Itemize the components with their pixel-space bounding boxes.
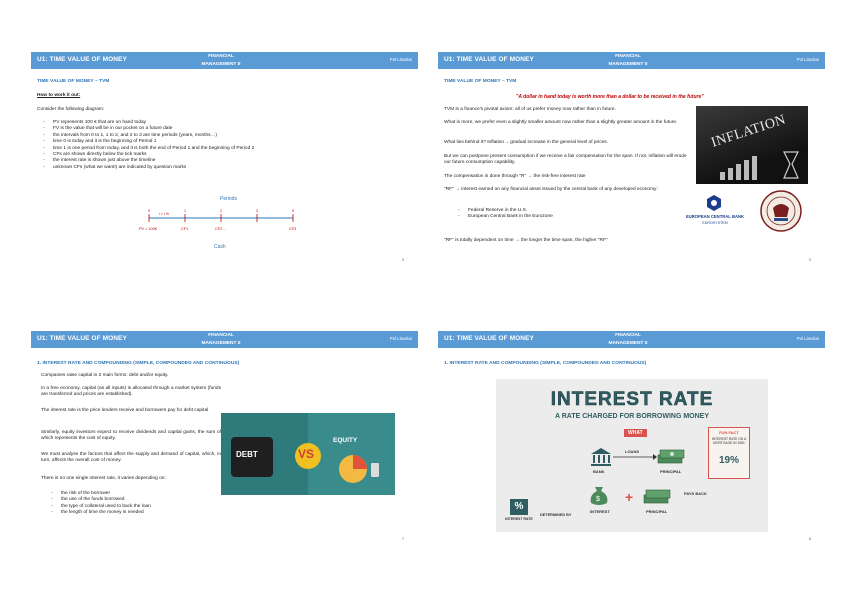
pie-chart-icon: [333, 449, 383, 489]
list-item: - the use of the funds borrowed: [51, 497, 231, 503]
paragraph: The compensation is done through "R" → the risk-free interest rate: [444, 174, 586, 179]
intro-text: Consider the following diagram:: [37, 107, 105, 112]
header-title: U1: TIME VALUE OF MONEY: [37, 335, 127, 342]
paragraph: What is more, we prefer even a slightly smaller amount now rather than a slightly greater amount in the future.: [444, 120, 678, 125]
fun-fact-title: FUN FACT: [719, 430, 739, 435]
quote-text: "A dollar in hand today is worth more than a dollar to be received in the future": [516, 94, 704, 100]
page-number: 5: [401, 258, 404, 262]
fun-fact-text: INTEREST RATE ON A MORTGAGE IN 1981: [711, 437, 747, 445]
bank-icon: [590, 447, 612, 467]
header-course: FINANCIAL MANAGEMENT II: [201, 333, 241, 346]
ecb-name: EUROPEAN CENTRAL BANK: [685, 214, 745, 219]
pays-back-label: PAYS BACK: [684, 491, 707, 496]
cf2-label: CF2 ...: [215, 227, 227, 231]
slide-1: [31, 52, 418, 274]
cf3-label: CF3: [289, 227, 297, 231]
list-item: - the length of time the money is needed: [51, 510, 231, 516]
list-item: - Federal Reserve in the U.S.: [458, 208, 658, 214]
what-badge: WHAT: [624, 429, 647, 437]
loans-label: LOANS: [625, 449, 639, 454]
slide-3: [31, 331, 418, 553]
arrow-icon: [613, 454, 657, 460]
fun-fact-value: 19%: [718, 455, 739, 466]
list-item: - FV is the value that will be in our pocket on a future date: [43, 126, 383, 132]
interest-rate-label: INTEREST RATE: [505, 517, 533, 521]
header-author: Pol Lisedus: [389, 336, 412, 341]
cash-label: Cash: [214, 244, 226, 250]
inflation-word: INFLATION: [709, 112, 788, 151]
section-title: 1. INTEREST RATE AND COMPOUNDING (SIMPLE, COMPOUNDED AND CONTINUOUS): [37, 361, 240, 366]
interest-label: INTEREST: [590, 509, 610, 514]
page-number: 3: [808, 258, 811, 262]
slide-header: [31, 331, 418, 348]
fun-fact-card: [708, 427, 750, 479]
header-title: U1: TIME VALUE OF MONEY: [444, 335, 534, 342]
paragraph: There is no one single interest rate, it varies depending on:: [41, 476, 166, 481]
section-title: 1. INTEREST RATE AND COMPOUNDING (SIMPLE, COMPOUNDED AND CONTINUOUS): [444, 361, 647, 366]
infographic-title: INTEREST RATE: [550, 389, 714, 410]
money-bag-icon: [588, 483, 610, 507]
bullet-list: [51, 491, 231, 517]
paragraph: "RF" is totally dependent on time → the longer the time span, the higher "RF": [444, 238, 608, 243]
ecb-logo: [676, 192, 754, 234]
section-title: TIME VALUE OF MONEY – TVM: [37, 79, 110, 84]
slide-2: [438, 52, 825, 274]
section-title: TIME VALUE OF MONEY – TVM: [444, 79, 517, 84]
paragraph: What lies behind it? Inflation→ gradual increase in the general level of prices.: [444, 140, 608, 145]
paragraph: Similarly, equity investors expect to receive dividends and capital gains, the sum of which represents the cost of equity.: [41, 430, 221, 442]
infographic-subtitle: A RATE CHARGED FOR BORROWING MONEY: [555, 413, 709, 420]
header-author: Pol Lisedus: [796, 336, 819, 341]
slide-header: [438, 52, 825, 69]
list-item: - European Central Bank in the Eurozone: [458, 214, 658, 220]
vs-label: VS: [298, 447, 315, 461]
list-item: - time 0 is today and it is the beginning of Period 1: [43, 139, 383, 145]
list-item: - unknown CFs (what we want!) are indicated by question marks: [43, 165, 383, 171]
money-stack-icon: [642, 485, 672, 507]
tick-label: 5: [292, 209, 294, 213]
list-item: - the type of collateral used to back the loan: [51, 504, 231, 510]
interest-rate-infographic: [496, 379, 768, 532]
header-course: FINANCIAL MANAGEMENT II: [201, 54, 241, 67]
debt-label: DEBT: [236, 450, 258, 459]
tick-label: 3: [256, 209, 258, 213]
bullet-list: [43, 120, 383, 171]
pv-label: PV = 100€: [139, 227, 157, 231]
list-item: - CFs are shown directly below the tick marks: [43, 152, 383, 158]
rate-label: i = r %: [159, 212, 170, 216]
paragraph: TVM is a finance's pivotal axiom: all of us prefer money now rather than in future.: [444, 107, 616, 112]
periods-label: Periods: [220, 196, 237, 202]
header-course: FINANCIAL MANAGEMENT II: [608, 333, 648, 346]
principal-label: PRINCIPAL: [660, 469, 682, 474]
principal-label: PRINCIPAL: [646, 509, 668, 514]
cf1-label: CF1: [181, 227, 189, 231]
list-item: - the interest rate is shown just above the timeline: [43, 158, 383, 164]
slide-header: [438, 331, 825, 348]
header-title: U1: TIME VALUE OF MONEY: [37, 56, 127, 63]
page-number: 8: [808, 537, 811, 541]
list-item: - PV represents 100 € that are on hand today: [43, 120, 383, 126]
plus-icon: +: [625, 489, 634, 505]
bullet-list: [458, 208, 658, 221]
tick-label: 1: [184, 209, 186, 213]
paragraph: But we can postpone present consumption if we receive a fair compensation for the span. If not, inflation will erode our future consumption capability.: [444, 154, 687, 166]
page-number: 7: [401, 537, 404, 541]
list-item: - the risk of the borrower: [51, 491, 231, 497]
list-item: - time 1 is one period from today, and it is both the end of Period 1 and the beginning of Period 2: [43, 146, 383, 152]
header-course: FINANCIAL MANAGEMENT II: [608, 54, 648, 67]
federal-reserve-seal: [760, 190, 802, 232]
inflation-image: [696, 106, 808, 184]
equity-label: EQUITY: [333, 437, 358, 444]
list-item: - the intervals from 0 to 1, 1 to 2, and 2 to 3 are time periods (years, months…): [43, 133, 383, 139]
tick-label: 2: [220, 209, 222, 213]
header-title: U1: TIME VALUE OF MONEY: [444, 56, 534, 63]
svg-text:$: $: [596, 496, 600, 503]
slide-4: [438, 331, 825, 553]
timeline-diagram: [131, 192, 311, 254]
header-author: Pol Lisedus: [389, 57, 412, 62]
bank-label: BANK: [593, 469, 605, 474]
paragraph: "RF" → interest earned on any financial asset issued by the central bank of any developed economy:: [444, 187, 658, 192]
slide-header: [31, 52, 418, 69]
paragraph: The interest rate is the price lenders receive and borrowers pay for debt capital: [41, 408, 209, 413]
paragraph: We must analyse the factors that affect the supply and demand of capital, which, in turn, affects the overall cost of money.: [41, 452, 221, 464]
coin-stacks: [716, 148, 806, 182]
money-stack-icon: [656, 445, 686, 467]
header-author: Pol Lisedus: [796, 57, 819, 62]
ecb-sub: EUROSYSTEM: [702, 221, 728, 225]
debt-vs-equity-image: [221, 413, 395, 495]
ecb-icon: [706, 194, 722, 212]
paragraph: In a free economy, capital (as all inputs) is allocated through a market system (funds are transferred and prices are established).: [41, 386, 221, 398]
tick-label: 0: [148, 209, 150, 213]
paragraph: Companies raise capital in 2 main forms: debt and/or equity.: [41, 373, 169, 378]
slide-subtitle: How to work it out:: [37, 93, 81, 98]
percent-icon: %: [510, 499, 528, 515]
determined-by-label: DETERMINED BY: [540, 513, 572, 517]
